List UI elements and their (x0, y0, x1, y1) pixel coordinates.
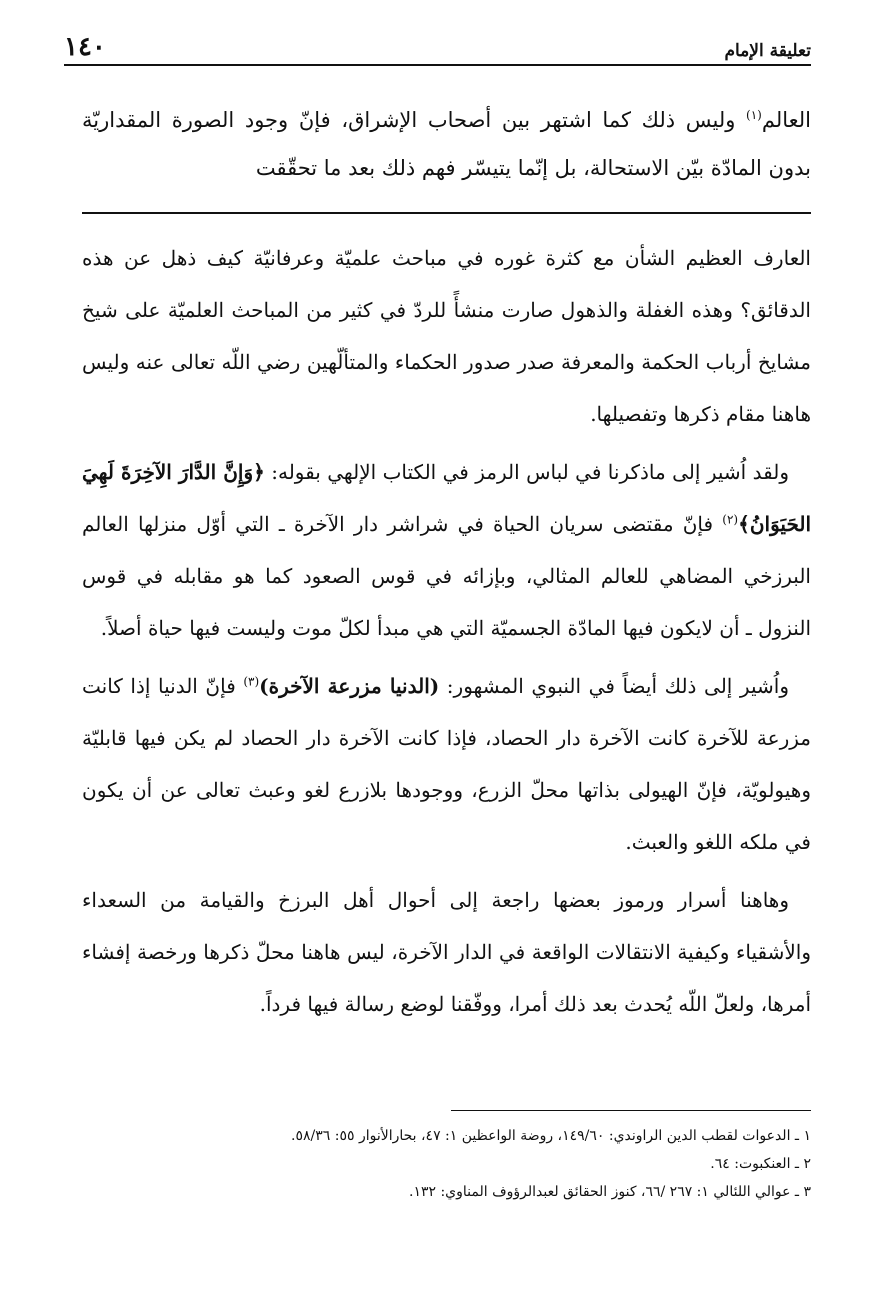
paragraph-3-intro: واُشير إلى ذلك أيضاً في النبوي المشهور: (439, 674, 789, 698)
quran-verse: ﴿وَإِنَّ الدَّارَ الآخِرَةَ لَهِيَ الحَيَوَانُ﴾ (82, 460, 811, 536)
footnote-mark-3[interactable]: (٣) (243, 674, 260, 689)
top-paragraph (82, 96, 811, 192)
paragraph-2-intro: ولقد اُشير إلى ماذكرنا في لباس الرمز في الكتاب الإلهي بقوله: (264, 460, 789, 484)
paragraph-1: العارف العظيم الشأن مع كثرة غوره في مباحث علميّة وعرفانيّة كيف ذهل عن هذه الدقائق؟ وهذه الغفلة والذهول صارت منشأً للردّ في كثير من المباحث العلميّة على شيخ مشايخ أرباب الحكمة والمعرفة صدر صدور الحكماء والمتألّهين رضي اللّه تعالى عنه وليس هاهنا مقام ذكرها وتفصيلها. (82, 246, 811, 426)
top-text (82, 96, 811, 192)
footnote-1: ١ ـ الدعوات لقطب الدين الراوندي: ١٤٩/٦٠، روضة الواعظين ١: ٤٧، بحارالأنوار ٥٥: ٥٨/٣٦. (291, 1128, 811, 1144)
top-text-part2: وليس ذلك كما اشتهر بين أصحاب الإشراق، فإنّ وجود الصورة المقداريّة بدون المادّة بيّن الاستحالة، بل إنّما يتيسّر فهم ذلك بعد ما تحقّقت (82, 108, 811, 180)
page-number: ١٤٠ (64, 32, 106, 62)
main-text (82, 232, 811, 1036)
footnote-mark-2[interactable]: (٢) (722, 512, 739, 527)
paragraph-2 (82, 446, 811, 654)
footnotes (82, 1122, 811, 1206)
footnote-3: ٣ ـ عوالي اللئالي ١: ٢٦٧ /٦٦، كنوز الحقائق لعبدالرؤوف المناوي: ١٣٢. (408, 1184, 811, 1200)
paragraph-2-body: فإنّ مقتضى سريان الحياة في شراشر دار الآخرة ـ التي أوّل منزلها العالم البرزخي المضاهي للعالم المثالي، وبإزائه في قوس الصعود كما هو مقابله في قوس النزول ـ أن لايكون فيها المادّة الجسميّة التي هي مبدأ لكلّ موت وليست فيها حياة أصلاً. (82, 512, 811, 640)
running-title: تعليقة الإمام (724, 41, 811, 61)
paragraph-3-body: فإنّ الدنيا إذا كانت مزرعة للآخرة كانت الآخرة دار الحصاد، فإذا كانت الآخرة دار الحصاد لم يكن فيها قابليّة وهيولويّة، فإنّ الهيولى بذاتها محلّ الزرع، ووجودها بلازرع لغو وعبث تعالى عن أن يكون في ملكه اللغو والعبث. (82, 674, 811, 854)
top-text-part1: العالم (761, 108, 811, 132)
paragraph-4: وهاهنا أسرار ورموز بعضها راجعة إلى أحوال أهل البرزخ والقيامة من السعداء والأشقياء وكيفية الانتقالات الواقعة في الدار الآخرة، ليس هاهنا محلّ ذكرها ورخصة إفشاء أمرها، ولعلّ اللّه يُحدث بعد ذلك أمرا، ووفّقنا لوضع رسالة فيها فرداً. (82, 888, 811, 1016)
footnote-2: ٢ ـ العنكبوت: ٦٤. (710, 1156, 811, 1172)
footnote-mark-1[interactable]: (١) (746, 108, 762, 122)
footnote-divider (451, 1110, 811, 1111)
paragraph-3 (82, 660, 811, 868)
hadith-quote: (الدنيا مزرعة الآخرة) (259, 674, 440, 698)
section-divider (82, 212, 811, 214)
page-header (64, 30, 811, 66)
